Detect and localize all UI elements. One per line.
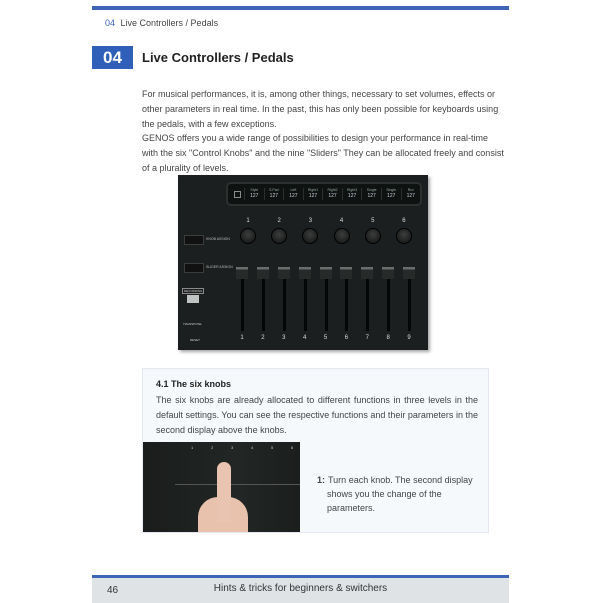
slider-number: 2: [261, 335, 265, 341]
intro-paragraph-1: For musical performances, it is, among other things, necessary to set volumes, effects or other parameters in real time. In the past, this has only been possible for keyboards using the pedals, with a few exceptions.: [142, 89, 499, 129]
finger-icon: [217, 462, 231, 522]
display-cell: Right2 127: [322, 188, 342, 200]
slider-number: 7: [365, 335, 369, 341]
display-cell: Single 127: [381, 188, 401, 200]
second-display: [226, 182, 422, 206]
step-line-2: shows you the change of the parameters.: [327, 489, 442, 513]
slider-cap-icon: [278, 267, 290, 279]
slider-number: 8: [386, 335, 390, 341]
photo-knob-number: 5: [271, 445, 274, 450]
intro-paragraph-2: GENOS offers you a wide range of possibilities to design your performance in real-time with the six "Control Knobs" and the nine "Sliders" They can be allocated freely and consist of a plurality of levels.: [142, 133, 504, 173]
section-box: [142, 368, 489, 533]
slider-cap-icon: [299, 267, 311, 279]
photo-knob-number: 6: [291, 445, 294, 450]
slider-cap-icon: [236, 267, 248, 279]
display-icon: [234, 191, 241, 198]
recording-label: RECORDING: [184, 289, 203, 293]
footer-title: Hints & tricks for beginners & switchers: [213, 583, 388, 594]
slider-cap-icon: [257, 267, 269, 279]
photo-knob-number: 1: [191, 445, 194, 450]
slider-row: [233, 267, 418, 347]
display-cell: Left 127: [283, 188, 303, 200]
knob-assign-label: KNOB ASSIGN: [206, 237, 230, 241]
display-cell: Rcv 127: [401, 188, 421, 200]
slider-number: 6: [344, 335, 349, 341]
slider-number: 3: [282, 335, 286, 341]
display-cell: Right1 127: [303, 188, 323, 200]
knob-number: 3: [308, 218, 313, 224]
chapter-number-badge: 04: [92, 46, 133, 69]
running-head-title: Live Controllers / Pedals: [120, 18, 219, 28]
display-cell: Right3 127: [342, 188, 362, 200]
knob-icon: [334, 228, 350, 244]
page-number: 46: [107, 585, 119, 596]
knob-icon: [396, 228, 412, 244]
page-footer: [92, 575, 509, 603]
slider-assign-button: [184, 263, 204, 273]
running-head-number: 04: [105, 18, 116, 28]
photo-knob-number: 2: [211, 445, 214, 450]
display-cell: S.Pad 127: [264, 188, 284, 200]
photo-panel-line: [175, 484, 300, 485]
chapter-title: Live Controllers / Pedals: [142, 50, 294, 65]
section-text: The six knobs are already allocated to different functions in three levels in the default settings. You can see the respective functions and their parameters in the second display above the knobs.: [156, 395, 478, 435]
knob-number: 2: [277, 218, 281, 224]
slider-cap-icon: [340, 267, 352, 279]
step-number: 1:: [317, 475, 326, 485]
knob-icon: [240, 228, 256, 244]
knob-icon: [271, 228, 287, 244]
slider-number: 1: [240, 335, 244, 341]
slider-cap-icon: [403, 267, 415, 279]
transpose-label: TRANSPOSE: [183, 322, 202, 326]
step-line-1: Turn each knob. The second display: [328, 475, 473, 485]
knob-icon: [365, 228, 381, 244]
top-rule: [92, 6, 509, 10]
reset-label: RESET: [190, 338, 201, 342]
photo-knob-number: 3: [231, 445, 234, 450]
slider-assign-label: SLIDER ASSIGN: [206, 265, 233, 269]
running-head: [105, 18, 218, 28]
knob-number: 6: [402, 218, 406, 224]
slider-cap-icon: [382, 267, 394, 279]
display-cell: Style 127: [244, 188, 264, 200]
knob-number: 5: [371, 218, 375, 224]
recording-button: [187, 295, 199, 303]
display-cell: Single 127: [361, 188, 381, 200]
control-panel-image: [178, 175, 428, 350]
knob-row: [236, 218, 416, 244]
step-instruction: [317, 473, 488, 515]
section-title: 4.1 The six knobs: [156, 379, 232, 389]
knob-number: 4: [339, 218, 344, 224]
knob-assign-button: [184, 235, 204, 245]
knob-number: 1: [246, 218, 250, 224]
slider-cap-icon: [320, 267, 332, 279]
knob-icon: [302, 228, 318, 244]
hand-on-knob-photo: [143, 442, 300, 532]
slider-cap-icon: [361, 267, 373, 279]
slider-number: 4: [302, 335, 307, 341]
slider-number: 5: [323, 335, 328, 341]
photo-knob-number: 4: [251, 445, 254, 450]
slider-number: 9: [407, 335, 411, 341]
